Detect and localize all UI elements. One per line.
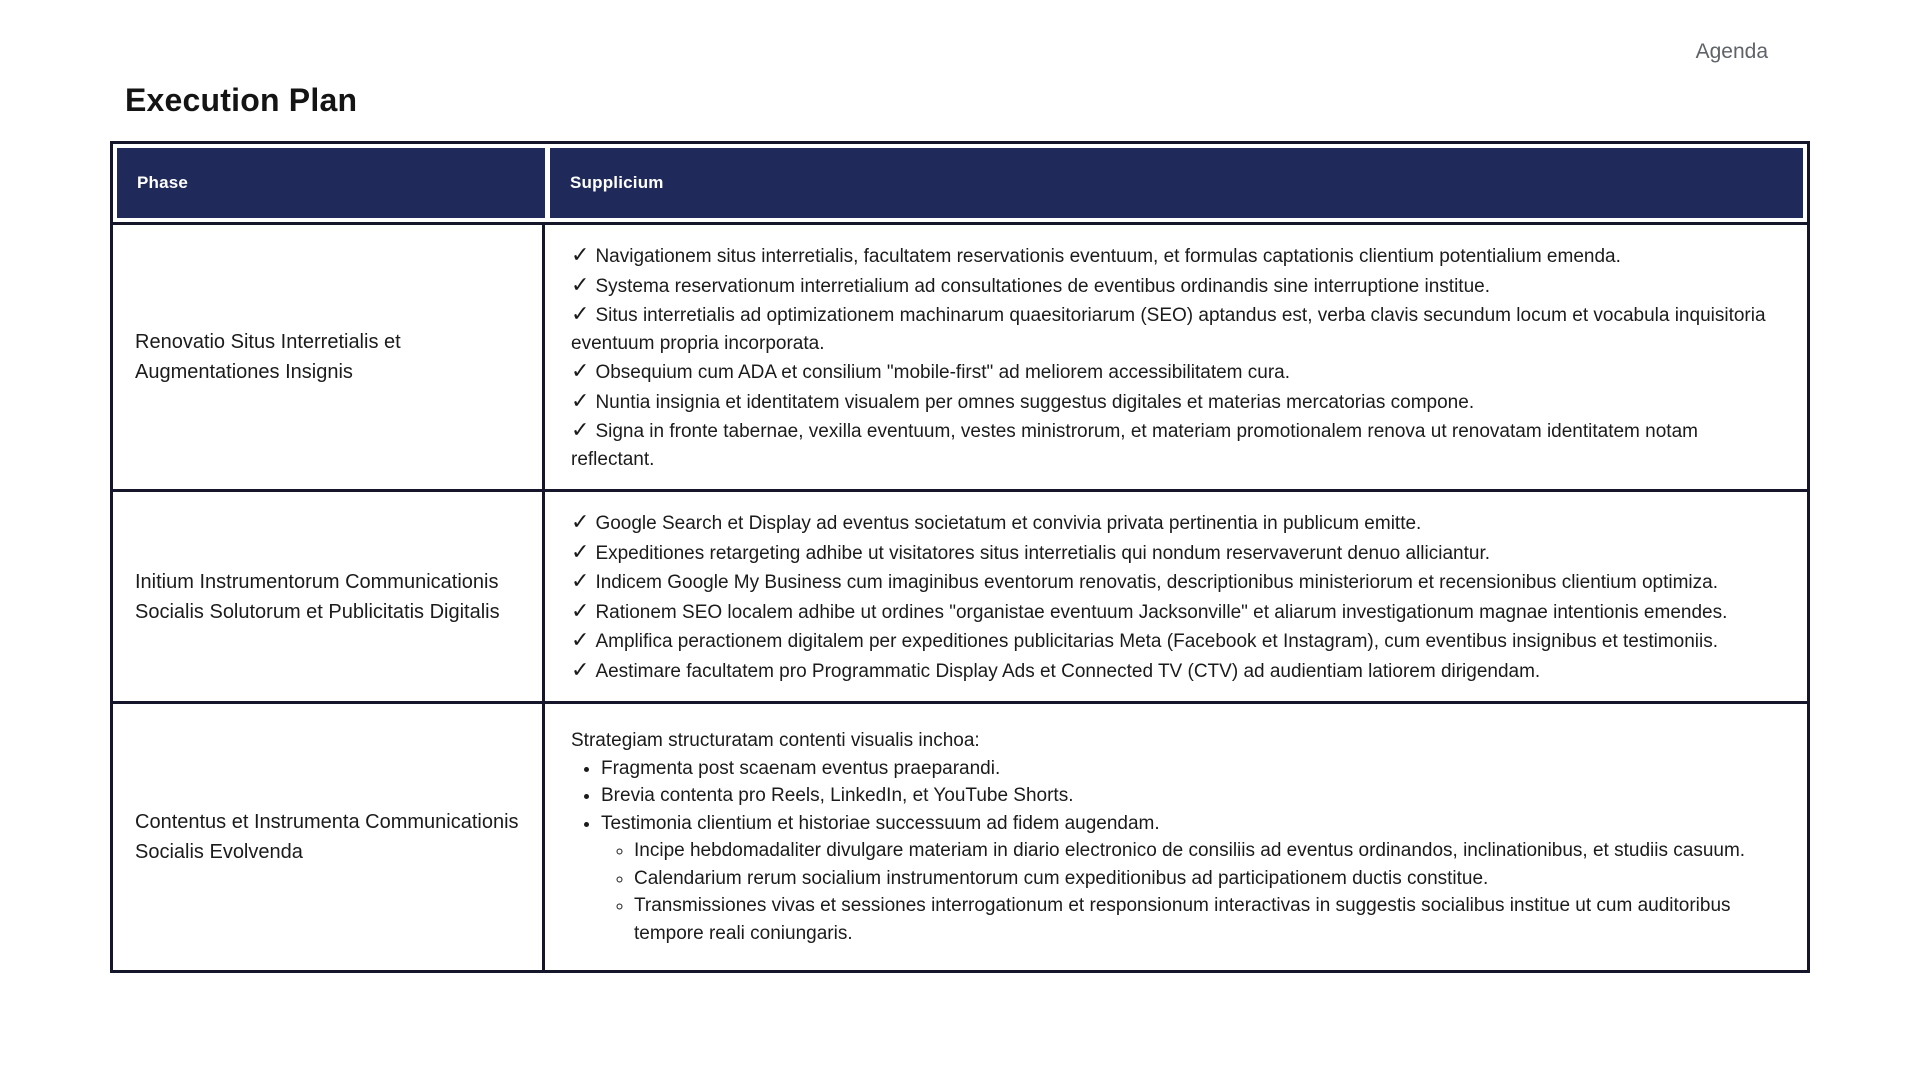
checklist-item: ✓ Aestimare facultatem pro Programmatic Display Ads et Connected TV (CTV) ad audientiam latiorem dirigendam. [571, 656, 1541, 682]
list-item: • Testimonia clientium et historiae successuum ad fidem augendam. ◦ Incipe hebdomadaliter divulgare materiam in diario electronico de consiliis ad eventus ordinandos, inclinationibus, et studiis casuum. ◦ Calendarium rerum socialium instrumentorum cum expeditionibus ad participationem ductis constitue. ◦ Transmissiones vivas et sessiones interrogationum et responsionum interactivas in suggestis socialibus institue ut cum auditoribus tempore reali coniungaris. [601, 810, 1781, 948]
check-icon: ✓ [571, 509, 590, 534]
checklist-item: ✓ Expeditiones retargeting adhibe ut visitatores situs interretialis qui nondum reservaverunt denuo alliciantur. [571, 538, 1490, 564]
column-header-supplicium: Supplicium [550, 148, 1803, 218]
supplicium-cell [545, 225, 1807, 489]
list-intro: Strategiam structuratam contenti visualis inchoa: [571, 730, 980, 751]
checklist-item: ✓ Indicem Google My Business cum imaginibus eventorum renovatis, descriptionibus ministeriorum et recensionibus clientium optimiza. [571, 568, 1718, 593]
sub-list-item: ◦ Incipe hebdomadaliter divulgare materiam in diario electronico de consiliis ad eventus ordinandos, inclinationibus, et studiis casuum. [634, 837, 1781, 865]
check-icon: ✓ [571, 597, 590, 623]
agenda-label: Agenda [1695, 40, 1768, 63]
list-item: • Fragmenta post scaenam eventus praeparandi. [601, 755, 1781, 783]
check-icon: ✓ [571, 271, 590, 297]
check-icon: ✓ [571, 538, 590, 564]
table-header-row [113, 144, 1807, 222]
check-icon: ✓ [571, 627, 590, 652]
check-icon: ✓ [571, 242, 590, 267]
checklist-item: ✓ Rationem SEO localem adhibe ut ordines "organistae eventuum Jacksonville" et aliarum investigationum magnae intentionis emendes. [571, 597, 1728, 623]
supplicium-cell [545, 704, 1807, 970]
checklist-item: ✓ Systema reservationum interretialium ad consultationes de eventibus ordinandis sine interruptione institue. [571, 271, 1490, 297]
table-row [113, 701, 1807, 970]
check-icon: ✓ [571, 387, 590, 413]
check-icon: ✓ [571, 417, 590, 442]
check-icon: ✓ [571, 301, 590, 326]
page-title: Execution Plan [125, 82, 358, 118]
list-item: • Brevia contenta pro Reels, LinkedIn, et YouTube Shorts. [601, 782, 1781, 810]
column-header-phase: Phase [117, 148, 545, 218]
sub-list-item: ◦ Transmissiones vivas et sessiones interrogationum et responsionum interactivas in suggestis socialibus institue ut cum auditoribus tempore reali coniungaris. [634, 892, 1781, 947]
check-icon: ✓ [571, 656, 590, 682]
sub-bullet-list [601, 837, 1781, 947]
phase-cell: Renovatio Situs Interretialis et Augmentationes Insignis [113, 225, 545, 489]
table-row [113, 222, 1807, 489]
checklist-item: ✓ Navigationem situs interretialis, facultatem reservationis eventuum, et formulas captationis clientium potentialium emenda. [571, 242, 1621, 267]
phase-cell: Initium Instrumentorum Communicationis Socialis Solutorum et Publicitatis Digitalis [113, 492, 545, 701]
supplicium-cell [545, 492, 1807, 701]
checklist-item: ✓ Google Search et Display ad eventus societatum et convivia privata pertinentia in publicum emitte. [571, 509, 1422, 534]
check-icon: ✓ [571, 358, 590, 383]
checklist-item: ✓ Nuntia insignia et identitatem visualem per omnes suggestus digitales et materias mercatorias compone. [571, 387, 1475, 413]
execution-plan-table [110, 141, 1810, 973]
checklist-item: ✓ Signa in fronte tabernae, vexilla eventuum, vestes ministrorum, et materiam promotionalem renova ut renovatam identitatem notam reflectant. [571, 417, 1698, 470]
checklist-item: ✓ Situs interretialis ad optimizationem machinarum quaesitoriarum (SEO) aptandus est, verba clavis secundum locum et vocabula inquisitoria eventuum propria incorporata. [571, 301, 1766, 354]
checklist-item: ✓ Obsequium cum ADA et consilium "mobile-first" ad meliorem accessibilitatem cura. [571, 358, 1291, 383]
checklist-item: ✓ Amplifica peractionem digitalem per expeditiones publicitarias Meta (Facebook et Instagram), cum eventibus insignibus et testimoniis. [571, 627, 1719, 652]
check-icon: ✓ [571, 568, 590, 593]
table-body [113, 222, 1807, 970]
table-row [113, 489, 1807, 701]
bullet-list [571, 755, 1781, 948]
sub-list-item: ◦ Calendarium rerum socialium instrumentorum cum expeditionibus ad participationem ductis constitue. [634, 865, 1781, 893]
phase-cell: Contentus et Instrumenta Communicationis Socialis Evolvenda [113, 704, 545, 970]
